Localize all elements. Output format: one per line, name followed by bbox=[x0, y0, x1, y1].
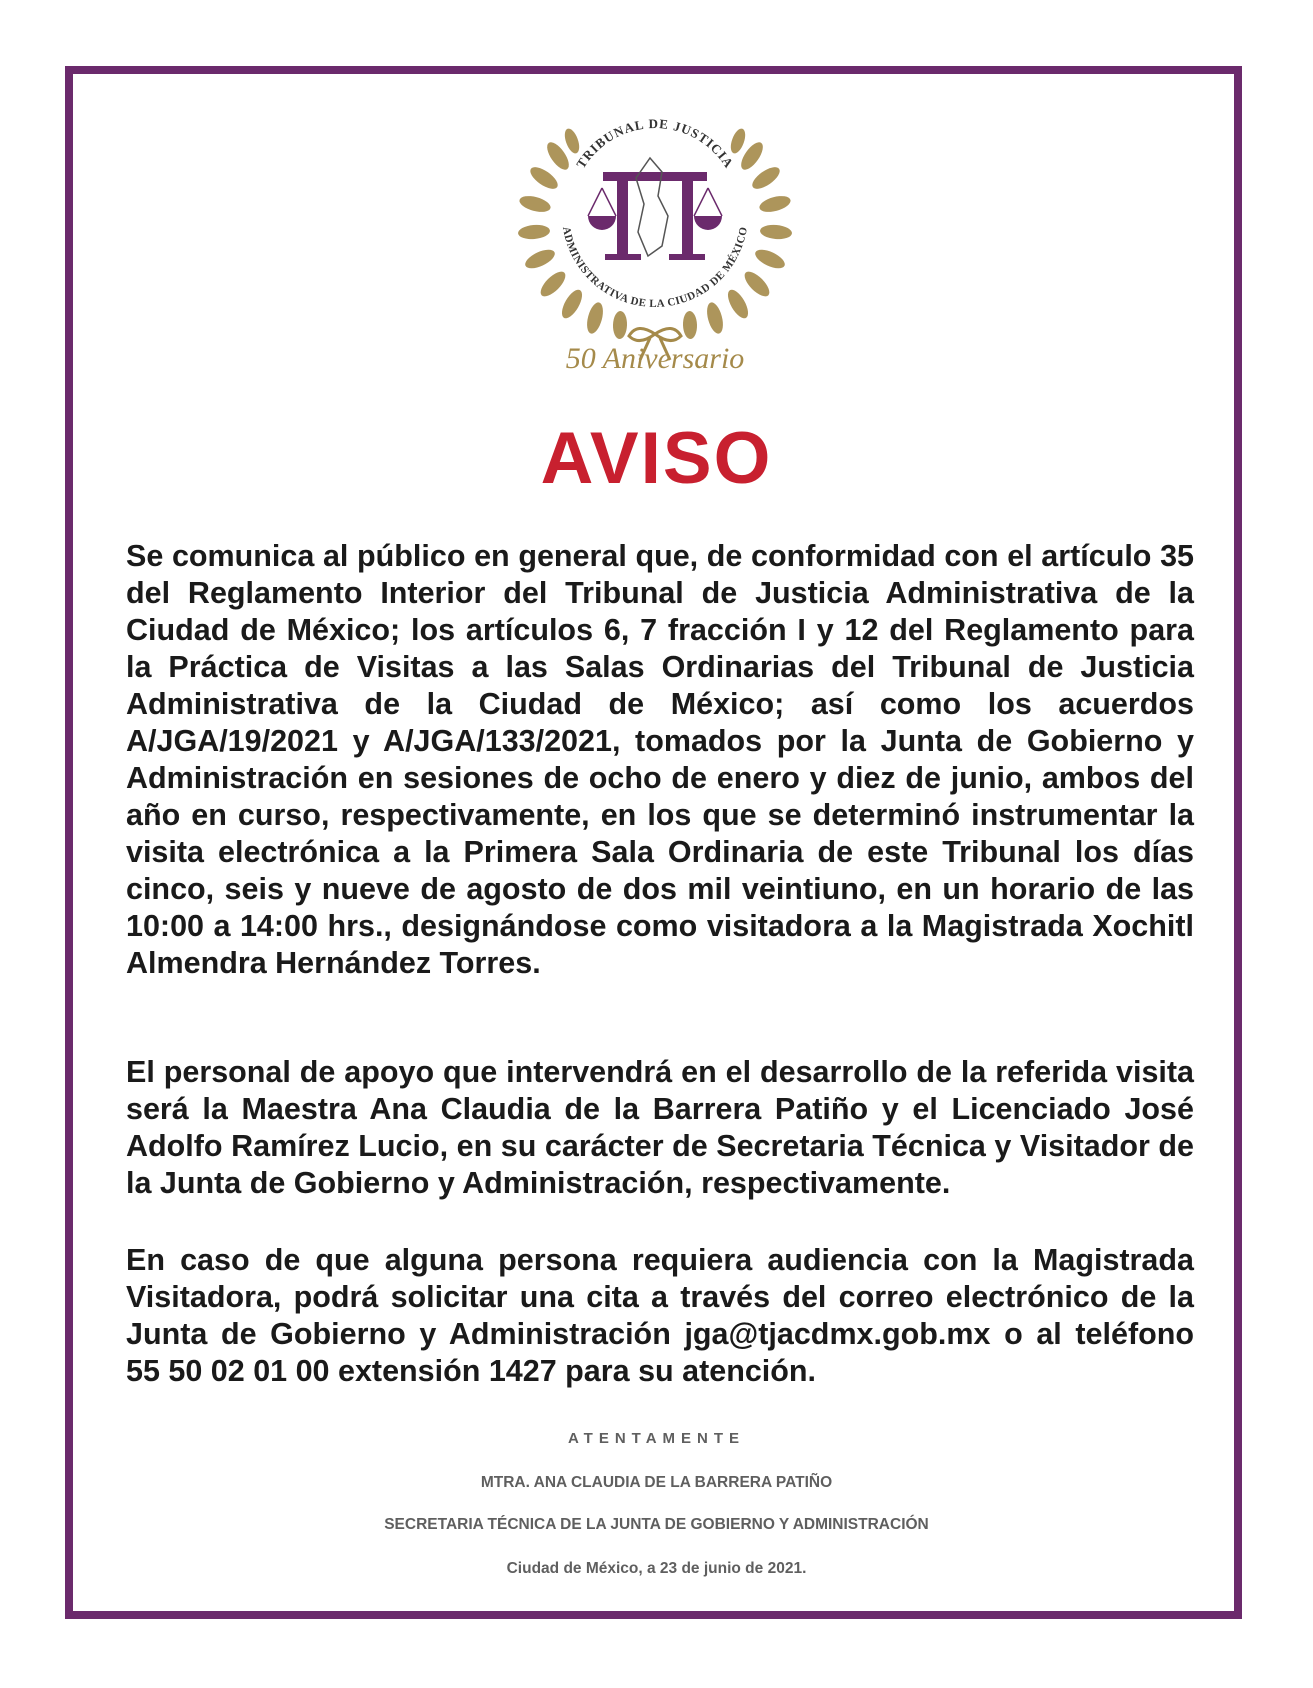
laurel-emblem-icon bbox=[510, 96, 800, 406]
signature-name: MTRA. ANA CLAUDIA DE LA BARRERA PATIÑO bbox=[480, 1474, 833, 1491]
svg-text:TRIBUNAL DE JUSTICIA: TRIBUNAL DE JUSTICIA bbox=[573, 115, 737, 171]
notice-title: AVISO bbox=[540, 418, 773, 499]
signature-closing: ATENTAMENTE bbox=[567, 1430, 746, 1447]
tribunal-logo bbox=[510, 96, 800, 406]
notice-paragraph-2: El personal de apoyo que intervendrá en el desarrollo de la referida visita será la Maestra Ana Claudia de la Barrera Patiño y el Licenciado José Adolfo Ramírez Lucio, en su carácter de Secretaria Técnica y Visitador de la Junta de Gobierno y Administración, respectivamente. bbox=[126, 1055, 1194, 1200]
signature-position: SECRETARIA TÉCNICA DE LA JUNTA DE GOBIERNO Y ADMINISTRACIÓN bbox=[384, 1516, 929, 1533]
notice-paragraph-3: En caso de que alguna persona requiera audiencia con la Magistrada Visitadora, podrá solicitar una cita a través del correo electrónico de la Junta de Gobierno y Administración jga@tjacdmx.gob.mx o al teléfono 55 50 02 01 00 extensión 1427 para su atención. bbox=[126, 1243, 1194, 1388]
notice-paragraph-1: Se comunica al público en general que, de conformidad con el artículo 35 del Reglamento Interior del Tribunal de Justicia Administrativa de la Ciudad de México; los artículos 6, 7 fracción I y 12 del Reglamento para la Práctica de Visitas a las Salas Ordinarias del Tribunal de Justicia Administrativa de la Ciudad de México; así como los acuerdos A/JGA/19/2021 y A/JGA/133/2021, tomados por la Junta de Gobierno y Administración en sesiones de ocho de enero y diez de junio, ambos del año en curso, respectivamente, en los que se determinó instrumentar la visita electrónica a la Primera Sala Ordinaria de este Tribunal los días cinco, seis y nueve de agosto de dos mil veintiuno, en un horario de las 10:00 a 14:00 hrs., designándose como visitadora a la Magistrada Xochitl Almendra Hernández Torres. bbox=[126, 539, 1194, 980]
svg-text:ADMINISTRATIVA DE LA CIUDAD DE: ADMINISTRATIVA DE LA CIUDAD DE MÉXICO bbox=[559, 225, 751, 311]
svg-text:50 Aniversario: 50 Aniversario bbox=[565, 342, 745, 375]
signature-place-date: Ciudad de México, a 23 de junio de 2021. bbox=[506, 1560, 807, 1577]
